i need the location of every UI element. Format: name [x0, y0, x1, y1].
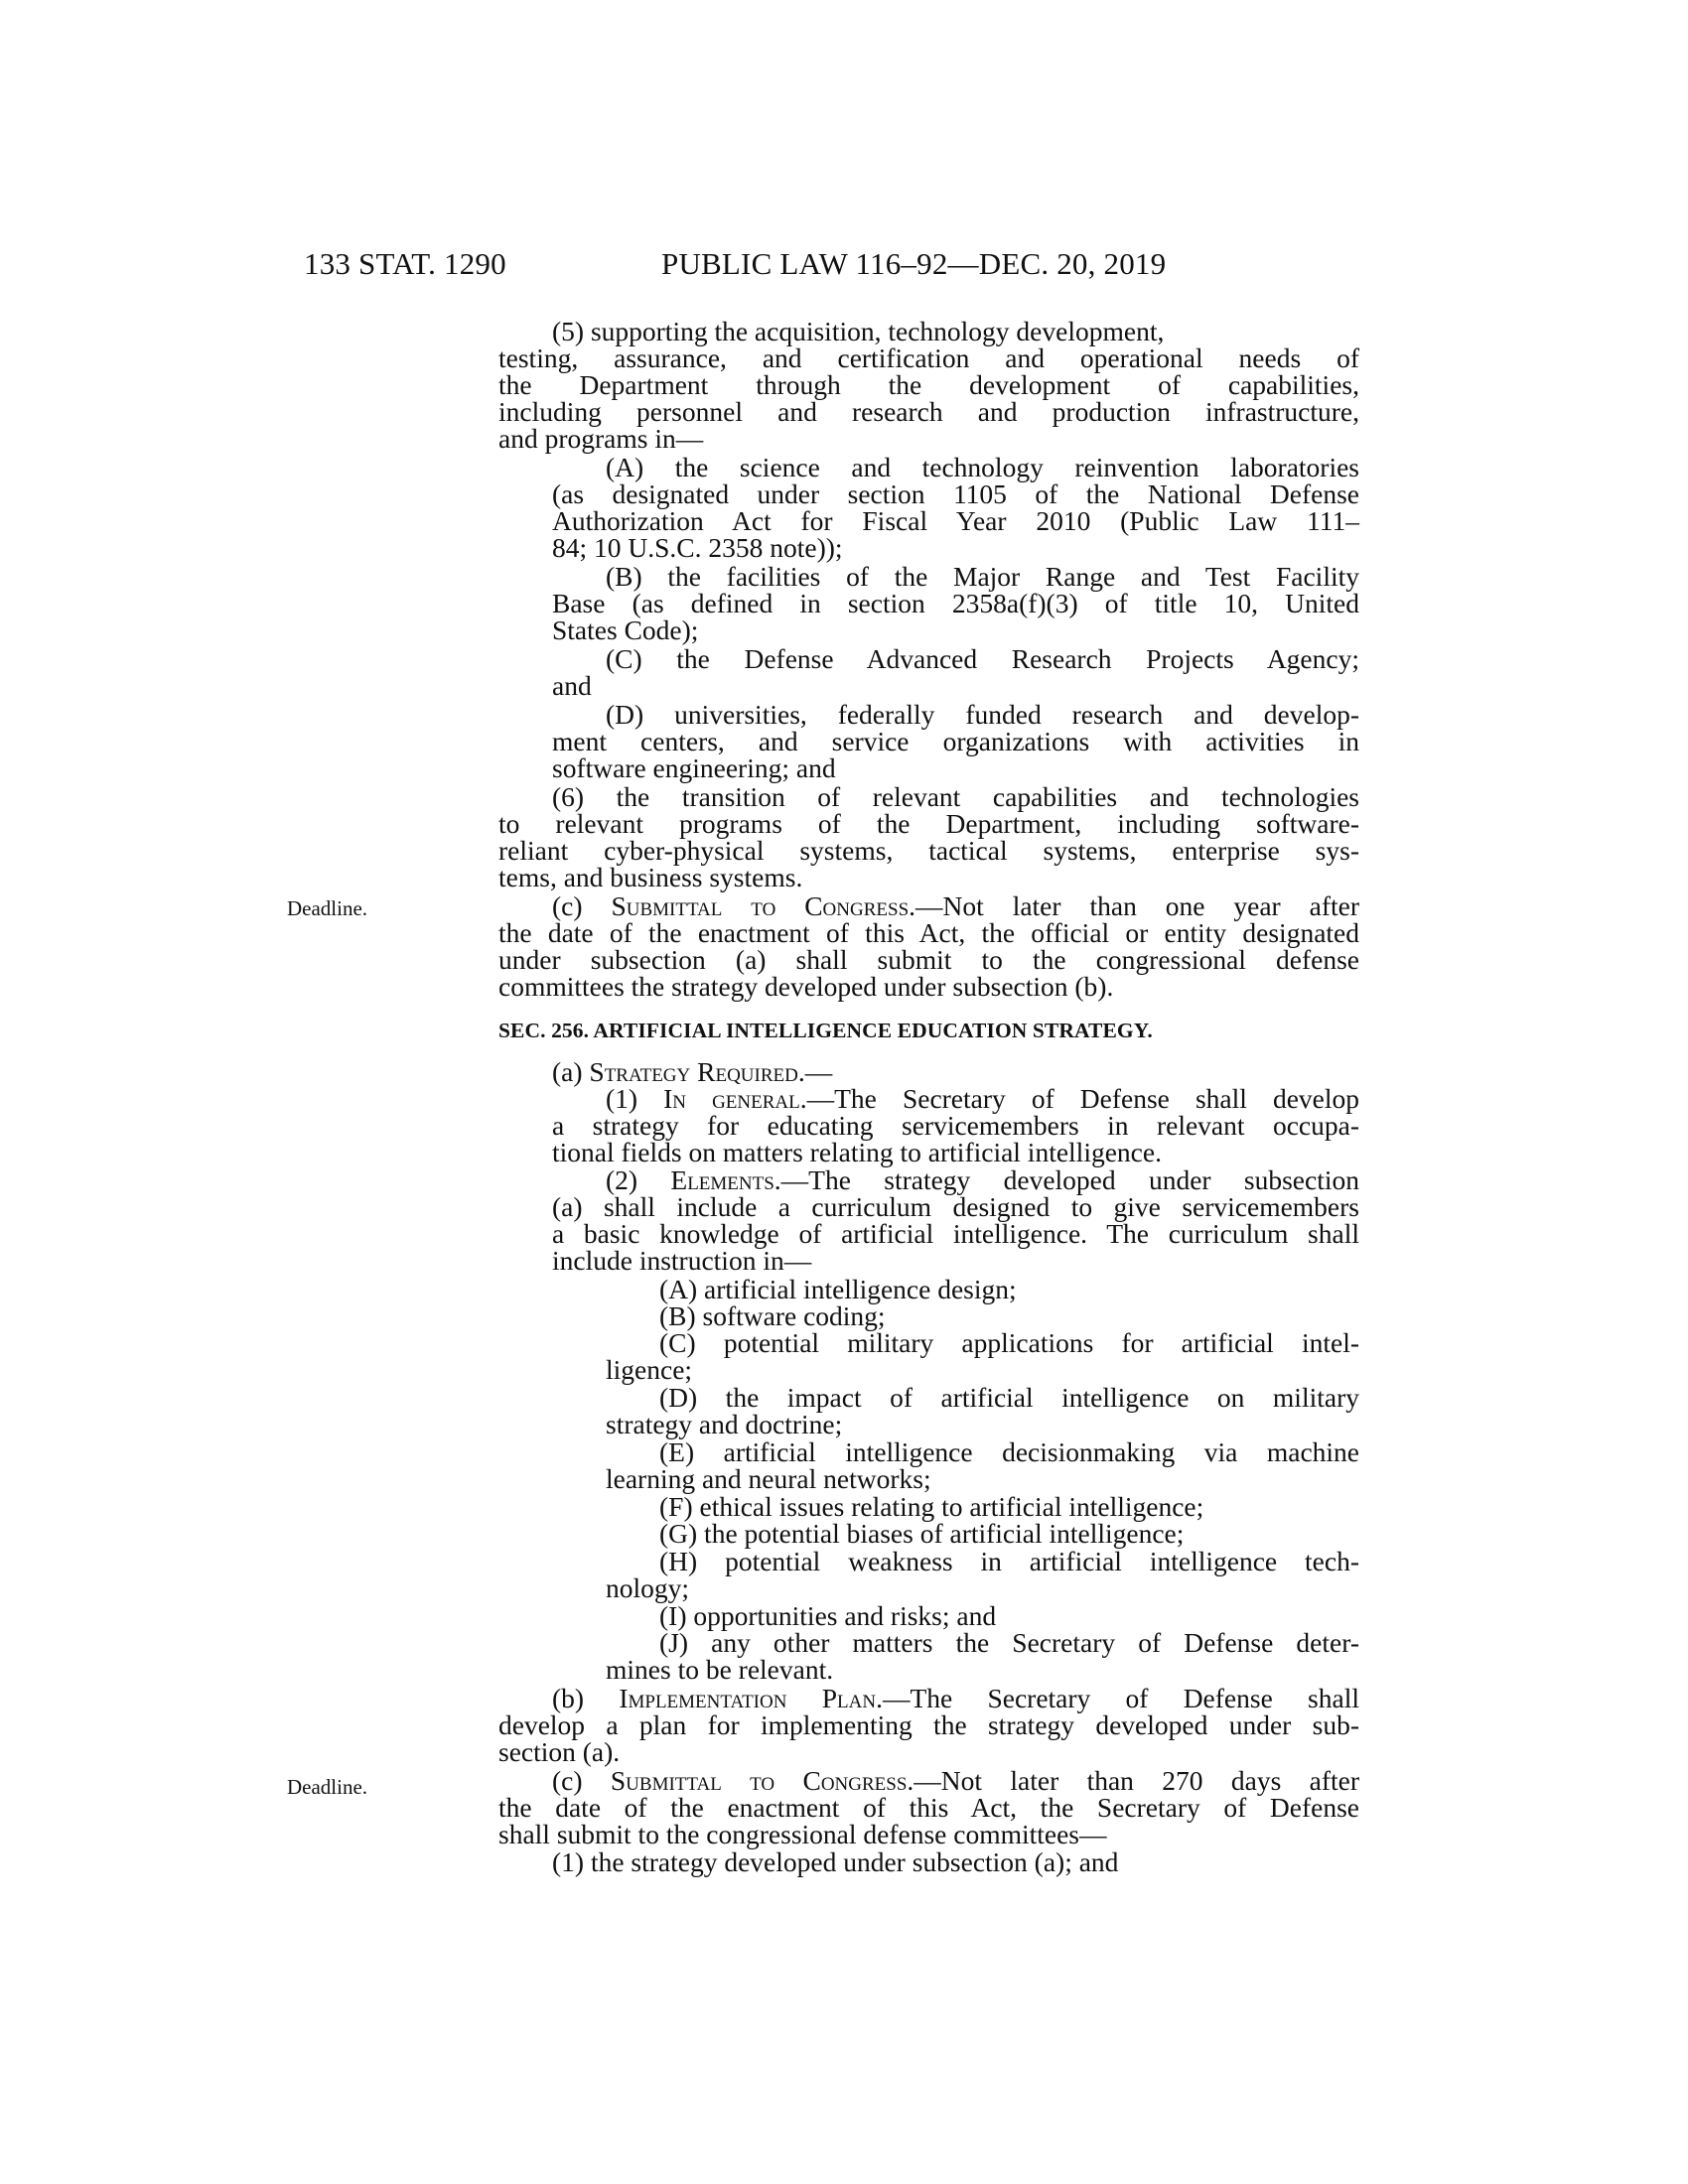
paragraph-heading: In general: [663, 1083, 800, 1114]
paragraph-2-first-line: (2) Elements.—The strategy developed under subsection: [606, 1164, 1359, 1195]
text-line: (D) universities, federally funded research and develop-: [606, 699, 1359, 730]
text-line: the Department through the development of capabilities,: [498, 369, 1359, 400]
list-item: (C) potential military applications for artificial intel-: [659, 1327, 1359, 1358]
text-line: software engineering; and: [552, 752, 836, 783]
list-item: (H) potential weakness in artificial intelligence tech-: [659, 1546, 1359, 1576]
text-line: nology;: [606, 1572, 690, 1603]
text-line: ligence;: [606, 1354, 693, 1385]
subsection-c-first-line: (c) Submittal to Congress.—Not later than 270 days after: [552, 1765, 1359, 1796]
subsection-b-first-line: (b) Implementation Plan.—The Secretary of Defense shall: [552, 1683, 1359, 1713]
text-line: to relevant programs of the Department, including software-: [498, 808, 1359, 839]
text-line: (A) the science and technology reinvention laboratories: [606, 452, 1359, 482]
text-line: tems, and business systems.: [498, 862, 803, 892]
text-line: (as designated under section 1105 of the National Defense: [552, 478, 1359, 509]
text-line: and programs in—: [498, 423, 704, 454]
subsection-heading: Implementation Plan: [619, 1683, 877, 1713]
text-line: (a) shall include a curriculum designed to give servicemembers: [552, 1191, 1359, 1222]
text-line: 84; 10 U.S.C. 2358 note));: [552, 532, 843, 563]
text-line: include instruction in—: [552, 1245, 812, 1276]
text-line: the date of the enactment of this Act, the official or entity designated: [498, 917, 1359, 948]
text-line: (C) the Defense Advanced Research Projects Agency;: [606, 643, 1359, 674]
list-item: (F) ethical issues relating to artificial intelligence;: [659, 1491, 1204, 1522]
text-line: (B) the facilities of the Major Range and Test Facility: [606, 561, 1359, 592]
page-stat-citation: 133 STAT. 1290: [304, 246, 506, 281]
paragraph-1-first-line: (1) In general.—The Secretary of Defense shall develop: [606, 1083, 1359, 1114]
list-item: (E) artificial intelligence decisionmaking via machine: [659, 1436, 1359, 1467]
text-line: Base (as defined in section 2358a(f)(3) of title 10, United: [552, 588, 1359, 618]
text-line: (6) the transition of relevant capabilities and technologies: [552, 781, 1359, 812]
subsection-a-heading-line: (a) Strategy Required.—: [552, 1056, 833, 1087]
text-line: shall submit to the congressional defense committees—: [498, 1819, 1107, 1849]
text-line: a strategy for educating servicemembers in relevant occupa-: [552, 1110, 1359, 1141]
text-line: States Code);: [552, 614, 699, 645]
text-line: mines to be relevant.: [606, 1654, 834, 1685]
text-line: a basic knowledge of artificial intelligence. The curriculum shall: [552, 1218, 1359, 1249]
text-line: under subsection (a) shall submit to the congressional defense: [498, 944, 1359, 975]
list-item: (I) opportunities and risks; and: [659, 1600, 997, 1631]
text-line: Authorization Act for Fiscal Year 2010 (Public Law 111–: [552, 505, 1359, 536]
subsection-heading: Submittal to Congress: [611, 890, 910, 921]
list-item: (A) artificial intelligence design;: [659, 1274, 1017, 1304]
subsection-heading: Strategy Required: [589, 1056, 798, 1087]
margin-note-deadline: Deadline.: [287, 896, 368, 920]
section-heading: SEC. 256. ARTIFICIAL INTELLIGENCE EDUCATION STRATEGY.: [498, 1019, 1153, 1042]
paragraph-heading: Elements: [670, 1164, 774, 1195]
subsection-heading: Submittal to Congress: [610, 1765, 908, 1796]
list-item: (J) any other matters the Secretary of Defense deter-: [659, 1627, 1359, 1658]
running-head-title: PUBLIC LAW 116–92—DEC. 20, 2019: [661, 246, 1167, 281]
text-line: testing, assurance, and certification and operational needs of: [498, 342, 1359, 373]
text-line: strategy and doctrine;: [606, 1409, 843, 1439]
text-line: learning and neural networks;: [606, 1463, 931, 1494]
text-line: (5) supporting the acquisition, technology development,: [552, 316, 1165, 346]
text-line: committees the strategy developed under subsection (b).: [498, 971, 1114, 1002]
list-item: (B) software coding;: [659, 1300, 886, 1331]
margin-note-deadline: Deadline.: [287, 1775, 368, 1799]
list-item: (D) the impact of artificial intelligence on military: [659, 1382, 1359, 1413]
text-line: the date of the enactment of this Act, the Secretary of Defense: [498, 1792, 1359, 1823]
text-line: including personnel and research and production infrastructure,: [498, 396, 1359, 427]
subsection-c-first-line: (c) Submittal to Congress.—Not later than one year after: [552, 890, 1359, 921]
text-line: section (a).: [498, 1736, 621, 1767]
text-line: reliant cyber-physical systems, tactical systems, enterprise sys-: [498, 835, 1359, 866]
list-item: (G) the potential biases of artificial intelligence;: [659, 1518, 1185, 1549]
text-line: (1) the strategy developed under subsection (a); and: [552, 1846, 1119, 1877]
text-line: and: [552, 670, 592, 701]
text-line: develop a plan for implementing the strategy developed under sub-: [498, 1709, 1359, 1740]
text-line: ment centers, and service organizations with activities in: [552, 726, 1359, 756]
text-line: tional fields on matters relating to artificial intelligence.: [552, 1137, 1162, 1167]
